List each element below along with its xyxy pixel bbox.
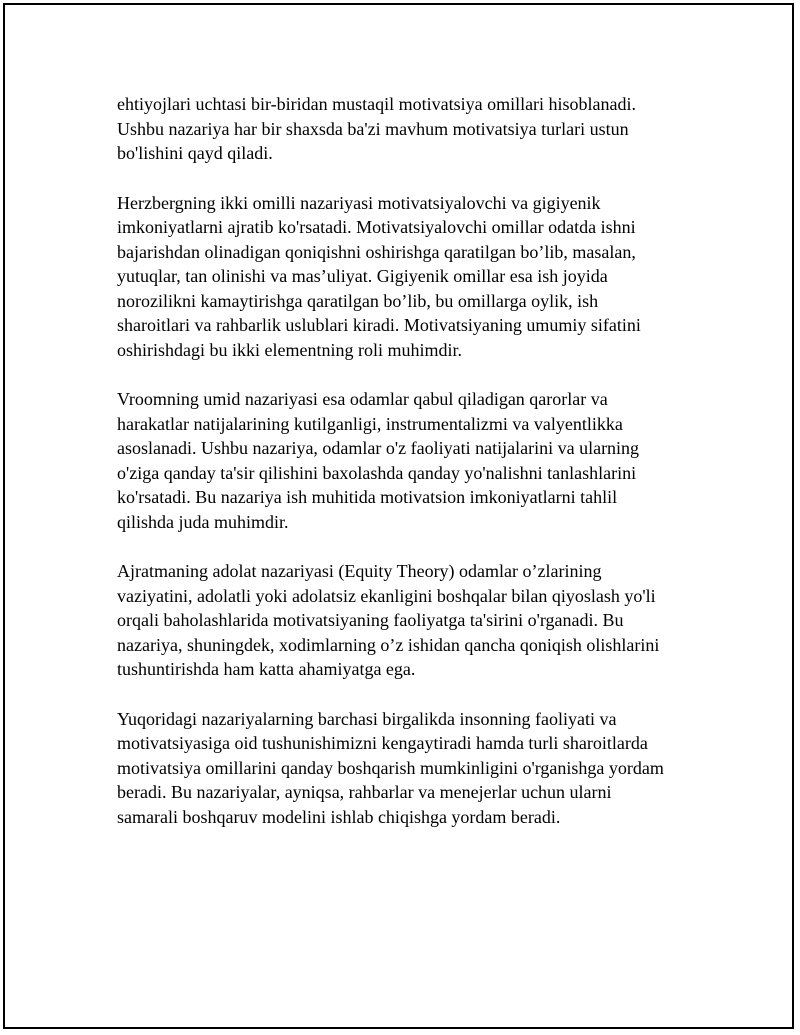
paragraph-motivation-needs: ehtiyojlari uchtasi bir-biridan mustaqil motivatsiya omillari hisoblanadi. Ushbu nazariya har bir shaxsda ba'zi mavhum motivatsiya turlari ustun bo'lishini qayd qiladi. — [117, 94, 637, 163]
paragraph-conclusion: Yuqoridagi nazariyalarning barchasi birgalikda insonning faoliyati va motivatsiyasiga oid tushunishimizni kengaytiradi hamda turli sharoitlarda motivatsiya omillarini qanday boshqarish mumkinligini o'rganishga yordam beradi. Bu nazariyalar, ayniqsa, rahbarlar va menejerlar uchun ularni samarali boshqaruv modelini ishlab chiqishga yordam beradi. — [117, 708, 664, 827]
paragraph-equity-theory: Ajratmaning adolat nazariyasi (Equity Theory) odamlar o’zlarining vaziyatini, adolatli yoki adolatsiz ekanligini boshqalar bilan qiyoslash yo'li orqali baholashlarida motivatsiyaning faoliyatga ta'sirini o'rganadi. Bu nazariya, shuningdek, xodimlarning o’z ishidan qancha qoniqish olishlarini tushuntirishda ham katta ahamiyatga ega. — [117, 561, 660, 679]
paragraph-herzberg-theory: Herzbergning ikki omilli nazariyasi motivatsiyalovchi va gigiyenik imkoniyatlarni ajratib ko'rsatadi. Motivatsiyalovchi omillar odatda ishni bajarishdan olinadigan qoniqishni oshirishga qaratilgan bo’lib, masalan, yutuqlar, tan olinishi va mas’uliyat. Gigiyenik omillar esa ish joyida norozilikni kamaytirishga qaratilgan bo’lib, bu omillarga oylik, ish sharoitlari va rahbarlik uslublari kiradi. Motivatsiyaning umumiy sifatini oshirishdagi bu ikki elementning roli muhimdir. — [117, 192, 641, 360]
paragraph-vroom-theory: Vroomning umid nazariyasi esa odamlar qabul qiladigan qarorlar va harakatlar natijalarining kutilganligi, instrumentalizmi va valyentlikka asoslanadi. Ushbu nazariya, odamlar o'z faoliyati natijalarini va ularning o'ziga qanday ta'sir qilishini baxolashda qanday yo'nalishni tanlashlarini ko'rsatadi. Bu nazariya ish muhitida motivatsion imkoniyatlarni tahlil qilishda juda muhimdir. — [117, 389, 640, 532]
document-body — [117, 92, 677, 854]
